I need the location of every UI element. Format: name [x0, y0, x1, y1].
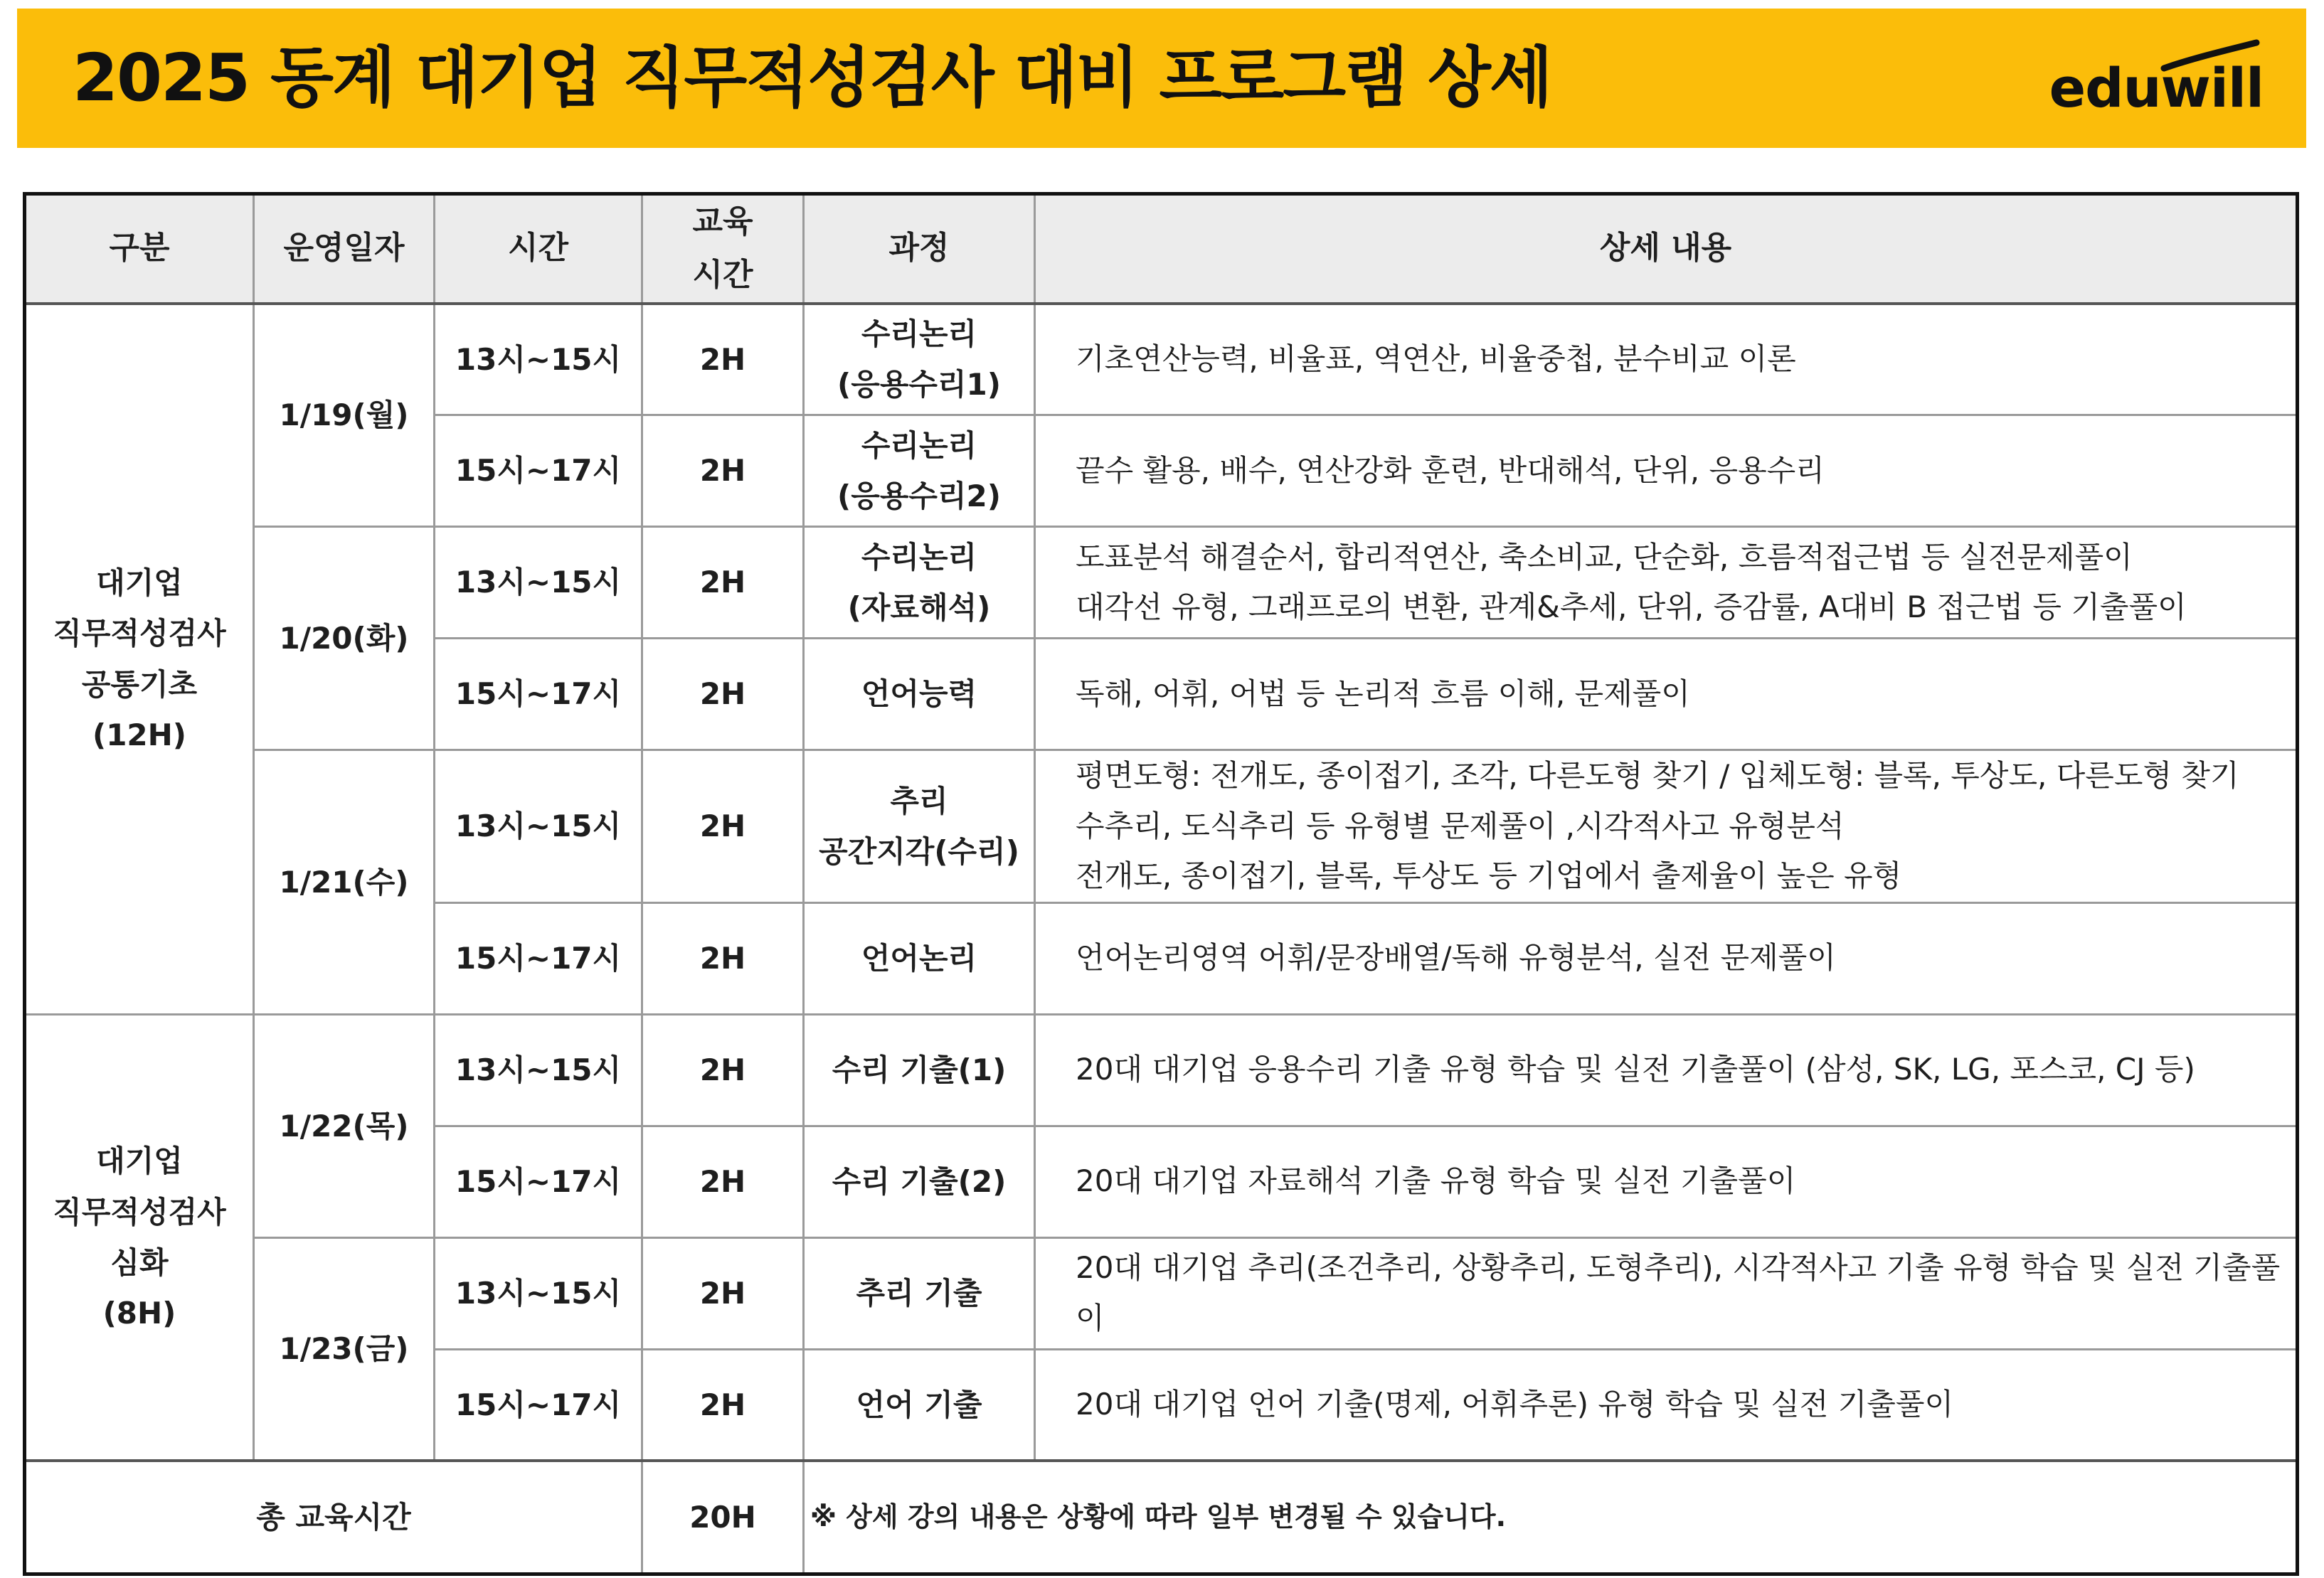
course-line: 언어능력: [861, 676, 977, 712]
detail-cell: [1035, 639, 2298, 750]
course-line: 수리 기출(2): [832, 1164, 1007, 1200]
date-cell: 1/21(수): [254, 750, 435, 1015]
total-hours: 20H: [642, 1461, 804, 1574]
table-row: [25, 1014, 2298, 1126]
course-cell: [804, 639, 1035, 750]
column-header-hours: [642, 194, 804, 304]
detail-cell: [1035, 415, 2298, 527]
hours-cell: 2H: [642, 750, 804, 903]
table-row: [25, 750, 2298, 903]
course-line: 공간지각(수리): [819, 833, 1019, 869]
course-line: 수리논리: [861, 539, 977, 575]
course-cell: [804, 1014, 1035, 1126]
detail-cell: [1035, 750, 2298, 903]
course-cell: [804, 527, 1035, 639]
group-label-line: 공통기초: [81, 666, 198, 702]
title-banner: [17, 9, 2306, 148]
time-cell: 15시~17시: [435, 1126, 642, 1237]
table-header-row: [25, 194, 2298, 304]
detail-cell: [1035, 1014, 2298, 1126]
detail-cell: [1035, 1237, 2298, 1349]
course-cell: [804, 415, 1035, 527]
column-header-hours-line: 교육: [692, 203, 753, 240]
course-line: (응용수리2): [837, 479, 1001, 514]
course-cell: [804, 1126, 1035, 1237]
column-header-course: 과정: [804, 194, 1035, 304]
hours-cell: 2H: [642, 1237, 804, 1349]
date-cell: 1/19(월): [254, 304, 435, 527]
time-cell: 15시~17시: [435, 1349, 642, 1461]
hours-cell: 2H: [642, 415, 804, 527]
hours-cell: 2H: [642, 1014, 804, 1126]
group-label-line: (8H): [102, 1296, 176, 1331]
table-row: [25, 1237, 2298, 1349]
course-line: 수리 기출(1): [832, 1052, 1007, 1088]
course-cell: [804, 902, 1035, 1014]
course-line: 수리논리: [861, 427, 977, 463]
course-line: 추리: [890, 783, 948, 819]
time-cell: 13시~15시: [435, 750, 642, 903]
course-cell: [804, 304, 1035, 415]
detail-line: 평면도형: 전개도, 종이접기, 조각, 다른도형 찾기 / 입체도형: 블록, 투상도, 다른도형 찾기: [1076, 758, 2239, 794]
group-label-basic: [25, 304, 254, 1015]
course-cell: [804, 1237, 1035, 1349]
table-row: [25, 527, 2298, 639]
detail-line: 기초연산능력, 비율표, 역연산, 비율중첩, 분수비교 이론: [1076, 341, 1796, 377]
detail-cell: [1035, 1349, 2298, 1461]
logo-wordmark: eduwill: [2049, 56, 2264, 119]
time-cell: 13시~15시: [435, 527, 642, 639]
detail-line: 수추리, 도식추리 등 유형별 문제풀이 ,시각적사고 유형분석: [1076, 808, 1845, 843]
group-label-advanced: [25, 1014, 254, 1461]
course-cell: [804, 750, 1035, 903]
date-cell: 1/22(목): [254, 1014, 435, 1237]
page-title: 2025 동계 대기업 직무적성검사 대비 프로그램 상세: [73, 40, 1551, 116]
time-cell: 15시~17시: [435, 639, 642, 750]
hours-cell: 2H: [642, 1126, 804, 1237]
group-label-line: 대기업: [96, 565, 183, 600]
detail-line: 20대 대기업 응용수리 기출 유형 학습 및 실전 기출풀이 (삼성, SK, LG, 포스코, CJ 등): [1076, 1052, 2195, 1087]
course-cell: [804, 1349, 1035, 1461]
hours-cell: 2H: [642, 1349, 804, 1461]
detail-line: 언어논리영역 어휘/문장배열/독해 유형분석, 실전 문제풀이: [1076, 940, 1836, 976]
change-notice: ※ 상세 강의 내용은 상황에 따라 일부 변경될 수 있습니다.: [804, 1461, 2298, 1574]
eduwill-logo: [2050, 37, 2264, 122]
course-line: 수리논리: [861, 316, 977, 351]
group-label-line: 직무적성검사: [53, 1194, 226, 1230]
detail-cell: [1035, 1126, 2298, 1237]
hours-cell: 2H: [642, 902, 804, 1014]
detail-cell: [1035, 304, 2298, 415]
total-row: [25, 1461, 2298, 1574]
group-label-line: 심화: [110, 1244, 169, 1280]
time-cell: 13시~15시: [435, 1014, 642, 1126]
group-label-line: 직무적성검사: [53, 616, 226, 651]
detail-line: 전개도, 종이접기, 블록, 투상도 등 기업에서 출제율이 높은 유형: [1076, 858, 1902, 894]
hours-cell: 2H: [642, 304, 804, 415]
column-header-category: 구분: [25, 194, 254, 304]
column-header-details: 상세 내용: [1035, 194, 2298, 304]
time-cell: 13시~15시: [435, 304, 642, 415]
course-line: 언어논리: [861, 941, 977, 976]
table-row: [25, 304, 2298, 415]
detail-line: 20대 대기업 추리(조건추리, 상황추리, 도형추리), 시각적사고 기출 유형 학습 및 실전 기출풀이: [1076, 1250, 2281, 1336]
detail-line: 독해, 어휘, 어법 등 논리적 흐름 이해, 문제풀이: [1076, 676, 1690, 711]
course-line: 추리 기출: [856, 1276, 982, 1311]
hours-cell: 2H: [642, 527, 804, 639]
time-cell: 15시~17시: [435, 902, 642, 1014]
detail-line: 대각선 유형, 그래프로의 변환, 관계&추세, 단위, 증감률, A대비 B 접근법 등 기출풀이: [1076, 590, 2187, 625]
detail-cell: [1035, 902, 2298, 1014]
time-cell: 13시~15시: [435, 1237, 642, 1349]
time-cell: 15시~17시: [435, 415, 642, 527]
column-header-time: 시간: [435, 194, 642, 304]
column-header-hours-line: 시간: [692, 256, 753, 293]
column-header-date: 운영일자: [254, 194, 435, 304]
total-label: 총 교육시간: [25, 1461, 642, 1574]
detail-cell: [1035, 527, 2298, 639]
hours-cell: 2H: [642, 639, 804, 750]
detail-line: 도표분석 해결순서, 합리적연산, 축소비교, 단순화, 흐름적접근법 등 실전문제풀이: [1076, 539, 2133, 575]
detail-line: 20대 대기업 언어 기출(명제, 어휘추론) 유형 학습 및 실전 기출풀이: [1076, 1387, 1954, 1422]
date-cell: 1/23(금): [254, 1237, 435, 1461]
program-schedule-table: [23, 192, 2299, 1576]
date-cell: 1/20(화): [254, 527, 435, 750]
course-line: 언어 기출: [856, 1387, 982, 1422]
detail-line: 20대 대기업 자료해석 기출 유형 학습 및 실전 기출풀이: [1076, 1163, 1796, 1199]
course-line: (자료해석): [847, 590, 991, 626]
group-label-line: (12H): [92, 718, 186, 753]
course-line: (응용수리1): [837, 367, 1001, 403]
detail-line: 끝수 활용, 배수, 연산강화 훈련, 반대해석, 단위, 응용수리: [1076, 452, 1825, 488]
group-label-line: 대기업: [96, 1143, 183, 1179]
